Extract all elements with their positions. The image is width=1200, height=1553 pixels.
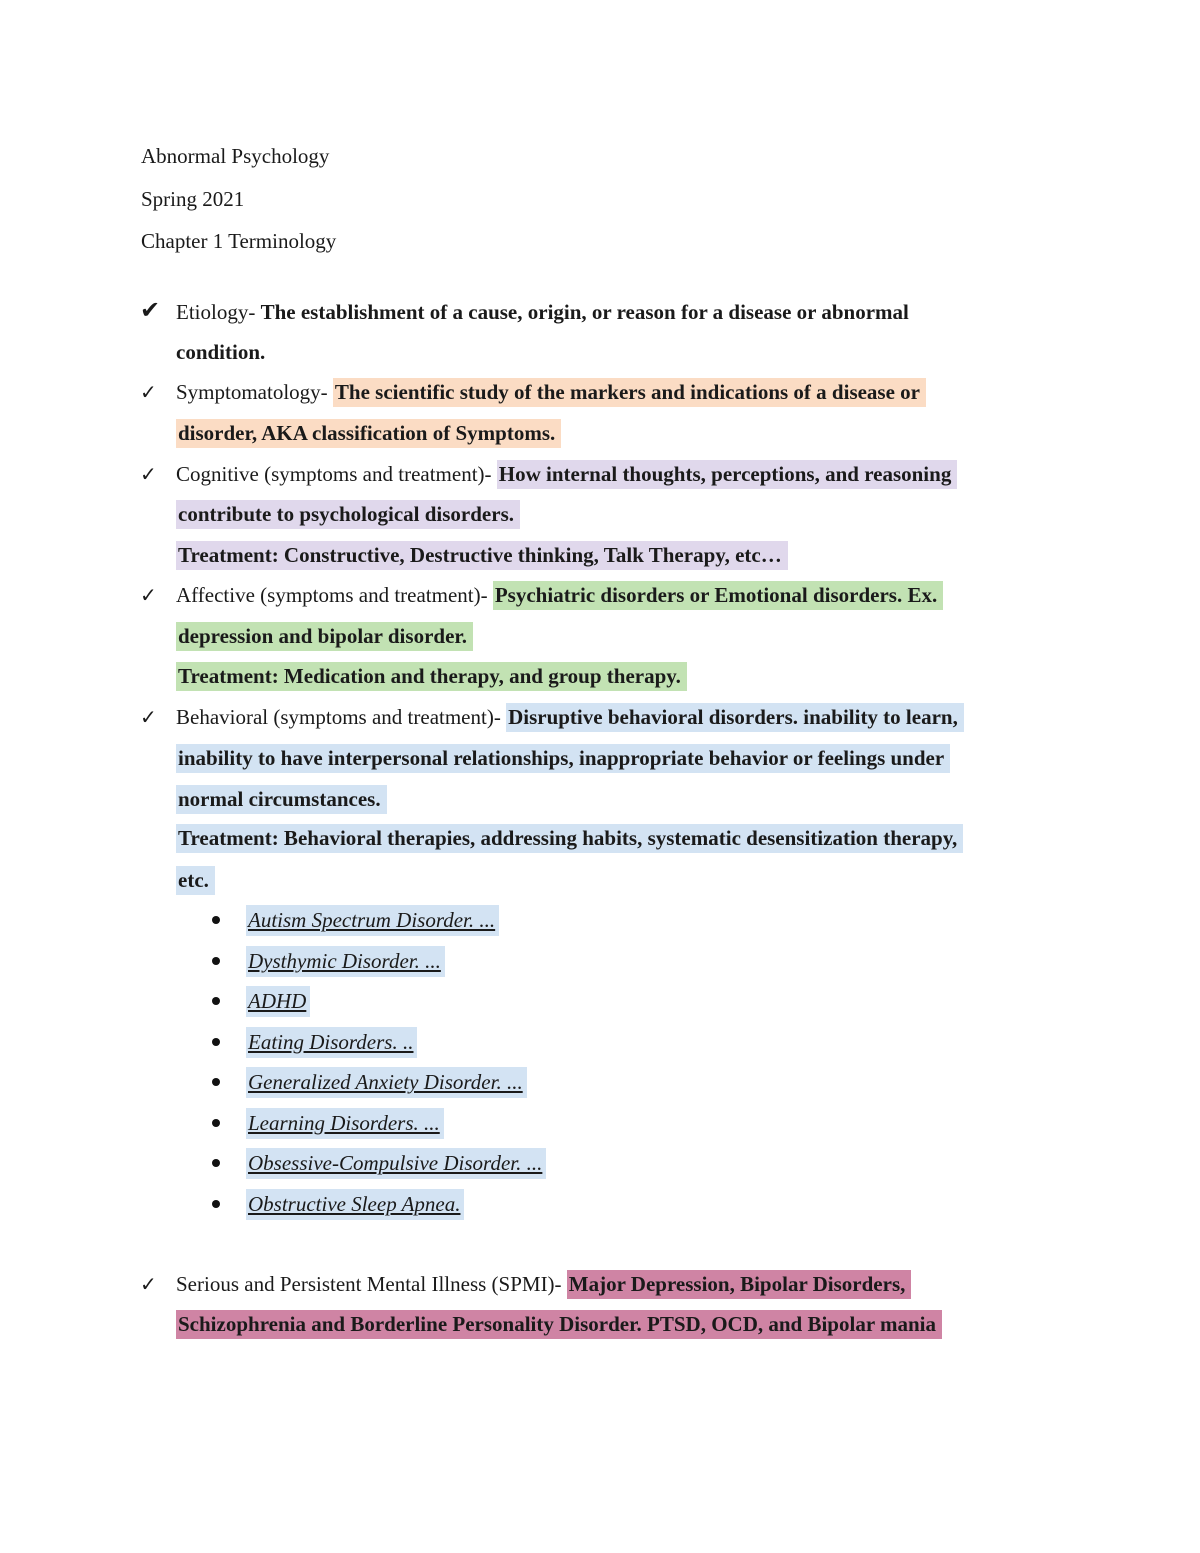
affective-line-3 [176, 662, 687, 690]
behavioral-line-5 [176, 866, 215, 894]
list-item-adhd[interactable]: ADHD [246, 986, 310, 1017]
definition-etiology-cont: condition. [176, 340, 266, 364]
treatment-cognitive: Treatment: Constructive, Destructive thinking, Talk Therapy, etc… [176, 541, 788, 570]
definition-affective-cont: depression and bipolar disorder. [176, 622, 473, 651]
bullet-icon [212, 997, 220, 1005]
definition-behavioral-cont-1: inability to have interpersonal relationships, inappropriate behavior or feelings under [176, 744, 950, 773]
list-item-gad[interactable]: Generalized Anxiety Disorder. ... [246, 1067, 527, 1098]
cognitive-line-1 [176, 460, 957, 488]
symptomatology-line-1 [176, 378, 926, 406]
term-etiology: Etiology- [176, 300, 261, 324]
check-icon: ✓ [140, 380, 157, 404]
check-icon: ✓ [140, 462, 157, 486]
list-item-ocd[interactable]: Obsessive-Compulsive Disorder. ... [246, 1148, 546, 1179]
list-item-learning[interactable]: Learning Disorders. ... [246, 1108, 444, 1139]
term-spmi: Serious and Persistent Mental Illness (SPMI)- [176, 1272, 567, 1296]
treatment-behavioral-cont: etc. [176, 866, 215, 895]
check-icon: ✓ [140, 705, 157, 729]
course-title: Abnormal Psychology [141, 144, 330, 168]
behavioral-line-2 [176, 744, 950, 772]
check-icon: ✓ [140, 1272, 157, 1296]
symptomatology-line-2 [176, 419, 561, 447]
check-icon: ✓ [140, 583, 157, 607]
cognitive-line-3 [176, 541, 788, 569]
term-label: Spring 2021 [141, 187, 245, 211]
term-affective: Affective (symptoms and treatment)- [176, 583, 493, 607]
behavioral-line-3 [176, 785, 387, 813]
treatment-behavioral: Treatment: Behavioral therapies, addressing habits, systematic desensitization therapy, [176, 824, 963, 853]
bullet-icon [212, 1159, 220, 1167]
bullet-icon [212, 916, 220, 924]
definition-spmi-cont: Schizophrenia and Borderline Personality Disorder. PTSD, OCD, and Bipolar mania [176, 1310, 942, 1339]
bullet-icon [212, 1038, 220, 1046]
definition-behavioral: Disruptive behavioral disorders. inability to learn, [506, 703, 964, 732]
affective-line-2 [176, 622, 473, 650]
definition-etiology: The establishment of a cause, origin, or reason for a disease or abnormal [260, 300, 909, 324]
bullet-icon [212, 1200, 220, 1208]
list-item-sleep-apnea[interactable]: Obstructive Sleep Apnea. [246, 1189, 464, 1220]
definition-cognitive-cont: contribute to psychological disorders. [176, 500, 520, 529]
chapter-title: Chapter 1 Terminology [141, 229, 337, 253]
definition-symptomatology-cont: disorder, AKA classification of Symptoms. [176, 419, 561, 448]
definition-cognitive: How internal thoughts, perceptions, and reasoning [497, 460, 958, 489]
bullet-icon [212, 1119, 220, 1127]
definition-behavioral-cont-2: normal circumstances. [176, 785, 387, 814]
treatment-affective: Treatment: Medication and therapy, and group therapy. [176, 662, 687, 691]
term-symptomatology: Symptomatology- [176, 380, 333, 404]
behavioral-line-4 [176, 824, 963, 852]
list-item-eating[interactable]: Eating Disorders. .. [246, 1027, 417, 1058]
bullet-icon [212, 1078, 220, 1086]
list-item-dysthymic[interactable]: Dysthymic Disorder. ... [246, 946, 445, 977]
list-item-autism[interactable]: Autism Spectrum Disorder. ... [246, 905, 499, 936]
etiology-line-1 [176, 298, 909, 326]
affective-line-1 [176, 581, 943, 609]
bullet-icon [212, 957, 220, 965]
check-icon: ✔ [140, 296, 161, 324]
cognitive-line-2 [176, 500, 520, 528]
definition-spmi: Major Depression, Bipolar Disorders, [567, 1270, 912, 1299]
behavioral-line-1 [176, 703, 964, 731]
definition-affective: Psychiatric disorders or Emotional disorders. Ex. [493, 581, 943, 610]
spmi-line-1 [176, 1270, 911, 1298]
spmi-line-2 [176, 1310, 942, 1338]
term-behavioral: Behavioral (symptoms and treatment)- [176, 705, 507, 729]
term-cognitive: Cognitive (symptoms and treatment)- [176, 462, 497, 486]
definition-symptomatology: The scientific study of the markers and indications of a disease or [333, 378, 926, 407]
